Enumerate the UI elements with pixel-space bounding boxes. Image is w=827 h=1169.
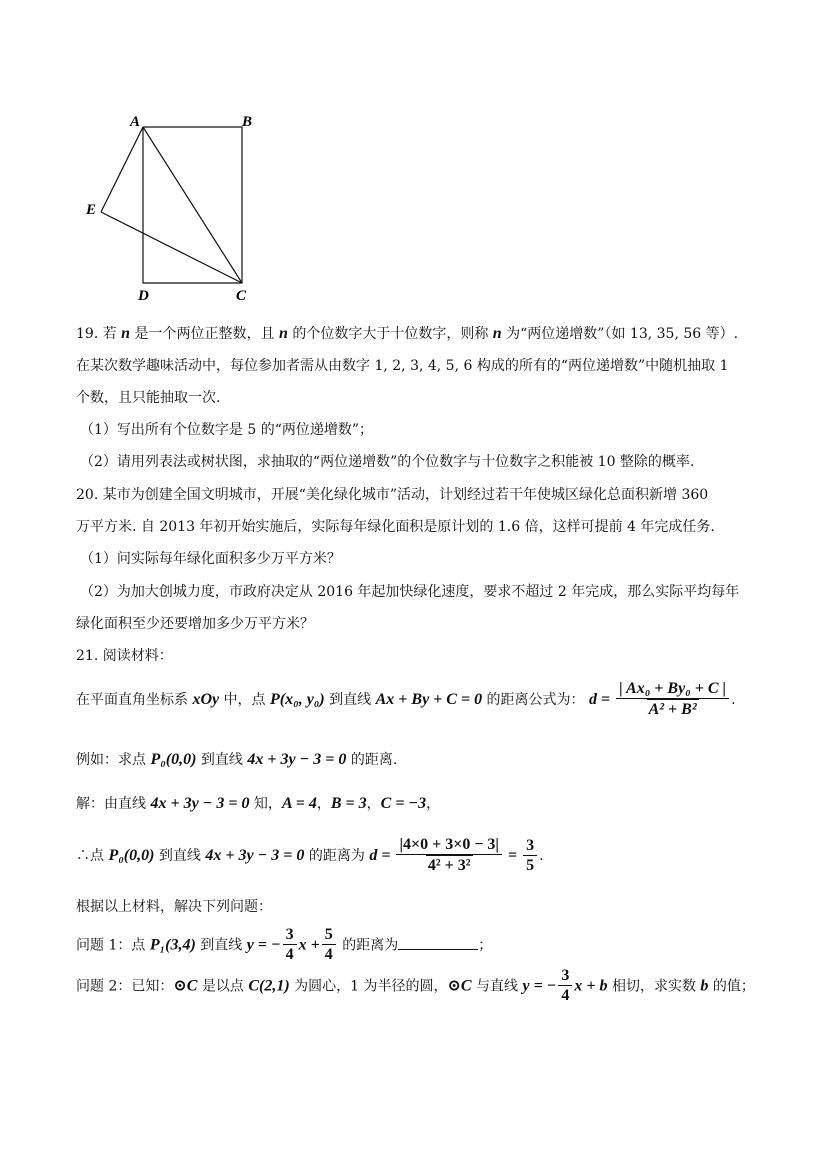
q20-sub2: （2）为加大创城力度，市政府决定从 2016 年起加快绿化速度，要求不超过 2 年完成，那么实际平均每年 xyxy=(80,584,740,600)
q21-problem1: 问题 1：点 P₁(3,4) 到直线 y = − $\frac{3}{4}$ x + $\frac{5}{4}$ 的距离为 ； xyxy=(76,926,493,963)
label-d: D xyxy=(138,288,149,304)
segment-ae xyxy=(101,127,143,212)
q21-example: 例如：求点 P₀(0,0) 到直线 4x + 3y − 3 = 0 的距离. xyxy=(76,751,398,768)
label-b: B xyxy=(242,114,253,130)
q21-problem2: 问题 2：已知：⊙C 是以点 C(2,1) 为圆心，1 为半径的圆，⊙C 与直线 y = − $\frac{3}{4}$ x + b 相切，求实数 b 的值； xyxy=(76,967,755,1004)
result-fraction: $\frac{3}{5}$ xyxy=(523,837,537,876)
q21-solution: 解：由直线 4x + 3y − 3 = 0 知，A = 4，B = 3，C = −3， xyxy=(76,795,441,812)
q20-line2: 万平方米. 自 2013 年初开始实施后，实际每年绿化面积是原计划的 1.6 倍，这样可提前 4 年完成任务. xyxy=(76,519,715,535)
q19-sub1: （1）写出所有个位数字是 5 的“两位递增数”； xyxy=(80,422,374,438)
label-c: C xyxy=(236,288,247,304)
q19-sub2: （2）请用列表法或树状图，求抽取的“两位递增数”的个位数字与十位数字之积能被 10 整除的概率. xyxy=(80,454,695,470)
answer-blank[interactable] xyxy=(398,935,478,950)
q20-sub2-cont: 绿化面积至少还要增加多少万平方米？ xyxy=(76,616,314,632)
q20-sub1: （1）问实际每年绿化面积多少万平方米？ xyxy=(80,551,341,567)
label-a: A xyxy=(130,114,141,130)
q21-result: ∴点 P₀(0,0) 到直线 4x + 3y − 3 = 0 的距离为 d = $\frac{|4\times 0 + 3\times 0 - 3|}{\text{4² + 3²}}$ = $\frac{3}{5}$ . xyxy=(76,836,544,874)
distance-formula-fraction: $\frac{\text{| Ax₀ + By₀ + C |}}{\text{A² + B²}}$ xyxy=(616,680,729,720)
q21-basis: 根据以上材料，解决下列问题： xyxy=(76,899,272,915)
q19-line1: 19. 若 n 是一个两位正整数，且 n 的个位数字大于十位数字，则称 n 为“两位递增数”（如 13, 35, 56 等）. xyxy=(76,325,739,342)
q19-line3: 个数，且只能抽取一次. xyxy=(76,390,221,406)
q21-material-formula: 在平面直角坐标系 xOy 中，点 P(x₀, y₀) 到直线 Ax + By + C = 0 的距离公式为： d = $\frac{\text{| Ax₀ + By₀ + C |}}{\text{A² + B²}}$ . xyxy=(76,680,736,718)
example-distance-fraction: $\frac{|4\times 0 + 3\times 0 - 3|}{\text{4² + 3²}}$ xyxy=(396,836,502,876)
label-e: E xyxy=(86,202,97,218)
q19-line2: 在某次数学趣味活动中，每位参加者需从由数字 1, 2, 3, 4, 5, 6 构成的所有的“两位递增数”中随机抽取 1 xyxy=(76,358,729,374)
segment-ac xyxy=(143,127,242,283)
q20-line1: 20. 某市为创建全国文明城市，开展“美化绿化城市”活动，计划经过若干年使城区绿化总面积新增 360 xyxy=(76,487,709,503)
q21-title: 21. 阅读材料： xyxy=(76,648,173,664)
segment-ec xyxy=(101,212,242,283)
geometry-figure xyxy=(80,110,280,310)
